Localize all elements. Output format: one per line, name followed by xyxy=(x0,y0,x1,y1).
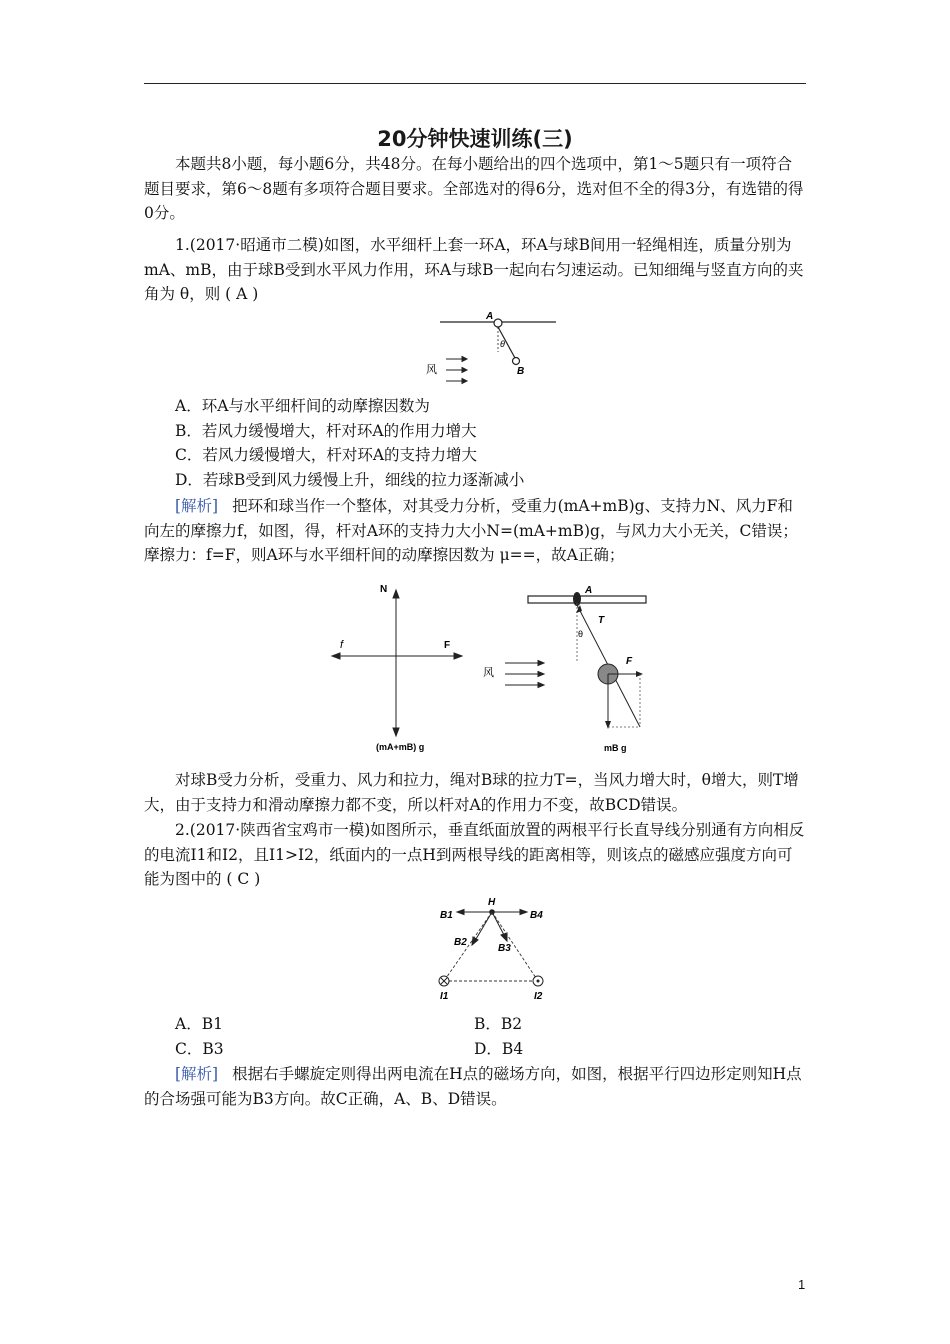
q2-option-d: D．B4 xyxy=(474,1040,524,1058)
q1-force-diagram-ball xyxy=(480,583,650,755)
label-b: B xyxy=(517,366,525,377)
q1-option-a: A．环A与水平细杆间的动摩擦因数为 xyxy=(175,397,430,415)
q1-option-b: B．若风力缓慢增大，杆对环A的作用力增大 xyxy=(175,422,477,440)
q1-force-diagram-whole xyxy=(330,578,466,756)
label-b1: B1 xyxy=(440,910,453,921)
page-number: 1 xyxy=(798,1277,806,1292)
q2-option-b: B．B2 xyxy=(474,1015,523,1033)
label-a: A xyxy=(486,311,494,322)
wire-i2-out-of-page-icon xyxy=(533,976,543,986)
label-f-wind: F xyxy=(444,640,451,651)
q1-analysis-2 xyxy=(144,768,806,817)
q1-option-d: D．若球B受到风力缓慢上升，细线的拉力逐渐减小 xyxy=(175,471,525,489)
q1-analysis-text: 把环和球当作一个整体，对其受力分析，受重力(mA+mB)g、支持力N、风力F和向左的摩擦力f，如图，得，杆对A环的支持力大小N=(mA+mB)g，与风力大小无关，C错误；摩擦力：f=F，则A环与水平细杆间的动摩擦因数为 μ==，故A正确； xyxy=(144,497,798,564)
label-wind: 风 xyxy=(426,364,437,376)
label-f-small: f xyxy=(340,639,344,651)
question-1-stem xyxy=(144,233,806,307)
label-total-weight: (mA+mB) g xyxy=(376,742,425,752)
question-2-stem xyxy=(144,818,806,892)
label-theta: θ xyxy=(578,629,584,639)
intro-text: 本题共8小题，每小题6分，共48分。在每小题给出的四个选项中，第1～5题只有一项符合题目要求，第6～8题有多项符合题目要求。全部选对的得6分，选对但不全的得3分，有选错的得0分。 xyxy=(144,155,804,222)
analysis-tag: [解析] xyxy=(175,1065,219,1083)
q2-figure-magnetic-field xyxy=(430,893,560,1006)
ball-b-icon xyxy=(513,358,520,365)
label-i1: I1 xyxy=(440,991,449,1002)
label-a: A xyxy=(585,585,593,596)
q1-figure-ring-ball xyxy=(418,308,568,390)
q2-option-c: C．B3 xyxy=(175,1040,224,1058)
label-i2: I2 xyxy=(534,991,543,1002)
q1-analysis-2-text: 对球B受力分析，受重力、风力和拉力，绳对B球的拉力T=，当风力增大时，θ增大，则T增大，由于支持力和滑动摩擦力都不变，所以杆对A的作用力不变，故BCD错误。 xyxy=(144,771,799,814)
label-wind: 风 xyxy=(483,667,494,679)
page-title: 20分钟快速训练(三) xyxy=(377,127,573,151)
label-b2: B2 xyxy=(454,937,467,948)
label-theta: θ xyxy=(500,339,505,349)
header-rule xyxy=(144,83,806,84)
q1-analysis xyxy=(144,494,806,568)
wind-arrows-icon xyxy=(446,357,467,384)
ring-a-icon xyxy=(494,319,502,327)
label-b3: B3 xyxy=(498,943,511,954)
label-f-wind: F xyxy=(626,656,633,667)
label-mbg: mB g xyxy=(604,743,627,753)
intro-paragraph xyxy=(144,152,806,226)
label-t: T xyxy=(598,615,605,626)
wind-arrows-icon xyxy=(505,661,544,688)
wire-i1-into-page-icon xyxy=(439,976,449,986)
label-h: H xyxy=(488,897,496,908)
q2-option-a: A．B1 xyxy=(175,1015,223,1033)
label-n: N xyxy=(380,584,388,595)
label-b4: B4 xyxy=(530,910,543,921)
q1-option-c: C．若风力缓慢增大，杆对环A的支持力增大 xyxy=(175,446,478,464)
q2-analysis xyxy=(144,1062,806,1111)
q2-stem-text: 2.(2017·陕西省宝鸡市一模)如图所示，垂直纸面放置的两根平行长直导线分别通有方向相反的电流I1和I2，且I1>I2，纸面内的一点H到两根导线的距离相等，则该点的磁感应强度方向可能为图中的 ( C ) xyxy=(144,821,805,888)
analysis-tag: [解析] xyxy=(175,497,219,515)
q2-analysis-text: 根据右手螺旋定则得出两电流在H点的磁场方向，如图，根据平行四边形定则知H点的合场强可能为B3方向。故C正确，A、B、D错误。 xyxy=(144,1065,802,1108)
q1-stem-text: 1.(2017·昭通市二模)如图，水平细杆上套一环A，环A与球B间用一轻绳相连，质量分别为mA、mB，由于球B受到水平风力作用，环A与球B一起向右匀速运动。已知细绳与竖直方向的夹角为 θ，则 ( A ) xyxy=(144,236,804,303)
